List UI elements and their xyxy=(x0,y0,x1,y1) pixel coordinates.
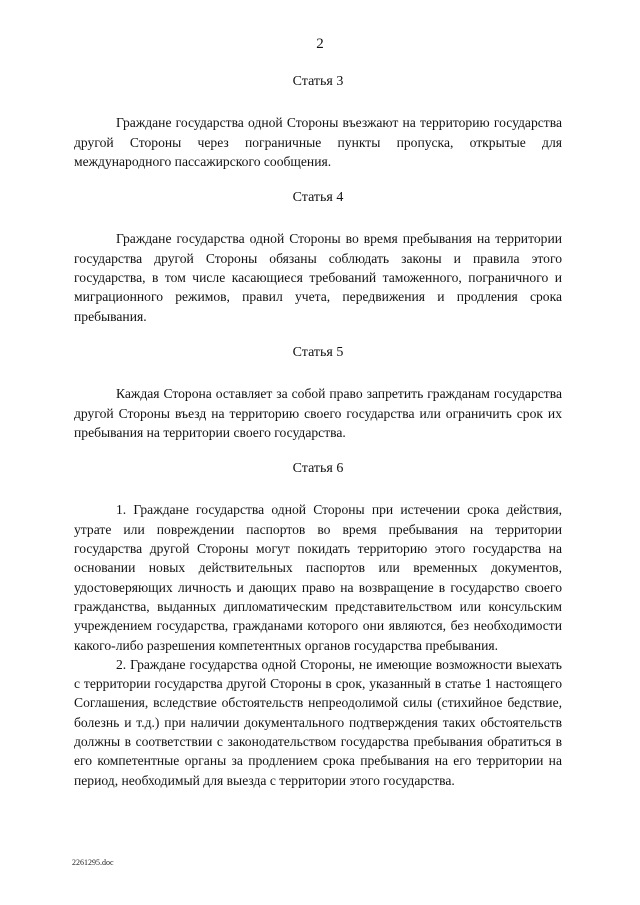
article-3 xyxy=(74,72,562,171)
page-number: 2 xyxy=(316,36,324,52)
article-paragraph: Граждане государства одной Стороны во время пребывания на территории государства другой Стороны обязаны соблюдать законы и правила этого государства, в том числе касающиеся требований таможенного, пограничного и миграционного режимов, правил учета, передвижения и продления срока пребывания. xyxy=(74,231,562,324)
article-paragraph: 2. Граждане государства одной Стороны, не имеющие возможности выехать с территории государства другой Стороны в срок, указанный в статье 1 настоящего Соглашения, вследствие обстоятельств непреодолимой силы (стихийное бедствие, болезнь и т.д.) при наличии документального подтверждения таких обстоятельств должны в соответствии с законодательством государства пребывания обратиться в его компетентные органы за продлением срока пребывания на его территории на период, необходимый для выезда с территории этого государства. xyxy=(74,656,562,788)
article-paragraph: Каждая Сторона оставляет за собой право запретить гражданам государства другой Стороны въезд на территорию своего государства или ограничить срок их пребывания на территории своего государства. xyxy=(74,386,562,440)
document-body xyxy=(74,72,562,807)
article-heading: Статья 5 xyxy=(292,344,344,360)
article-heading: Статья 4 xyxy=(292,190,344,206)
article-heading: Статья 3 xyxy=(292,74,344,89)
article-paragraph: 1. Граждане государства одной Стороны при истечении срока действия, утрате или повреждении паспортов во время пребывания на территории государства другой Стороны могут покидать территорию этого государства на основании новых действительных паспортов или временных документов, удостоверяющих личность и дающих право на возвращение в государство своего гражданства, выданных дипломатическим представительством или консульским учреждением государства, гражданами которого они являются, без необходимости какого-либо разрешения компетентных органов государства пребывания. xyxy=(74,502,562,653)
article-4 xyxy=(74,188,562,326)
article-5 xyxy=(74,343,562,442)
article-6 xyxy=(74,459,562,790)
article-heading: Статья 6 xyxy=(292,461,344,477)
document-filename: 2261295.doc xyxy=(72,858,114,867)
article-paragraph: Граждане государства одной Стороны въезжают на территорию государства другой Стороны через пограничные пункты пропуска, открытые для международного пассажирского сообщения. xyxy=(74,115,562,169)
